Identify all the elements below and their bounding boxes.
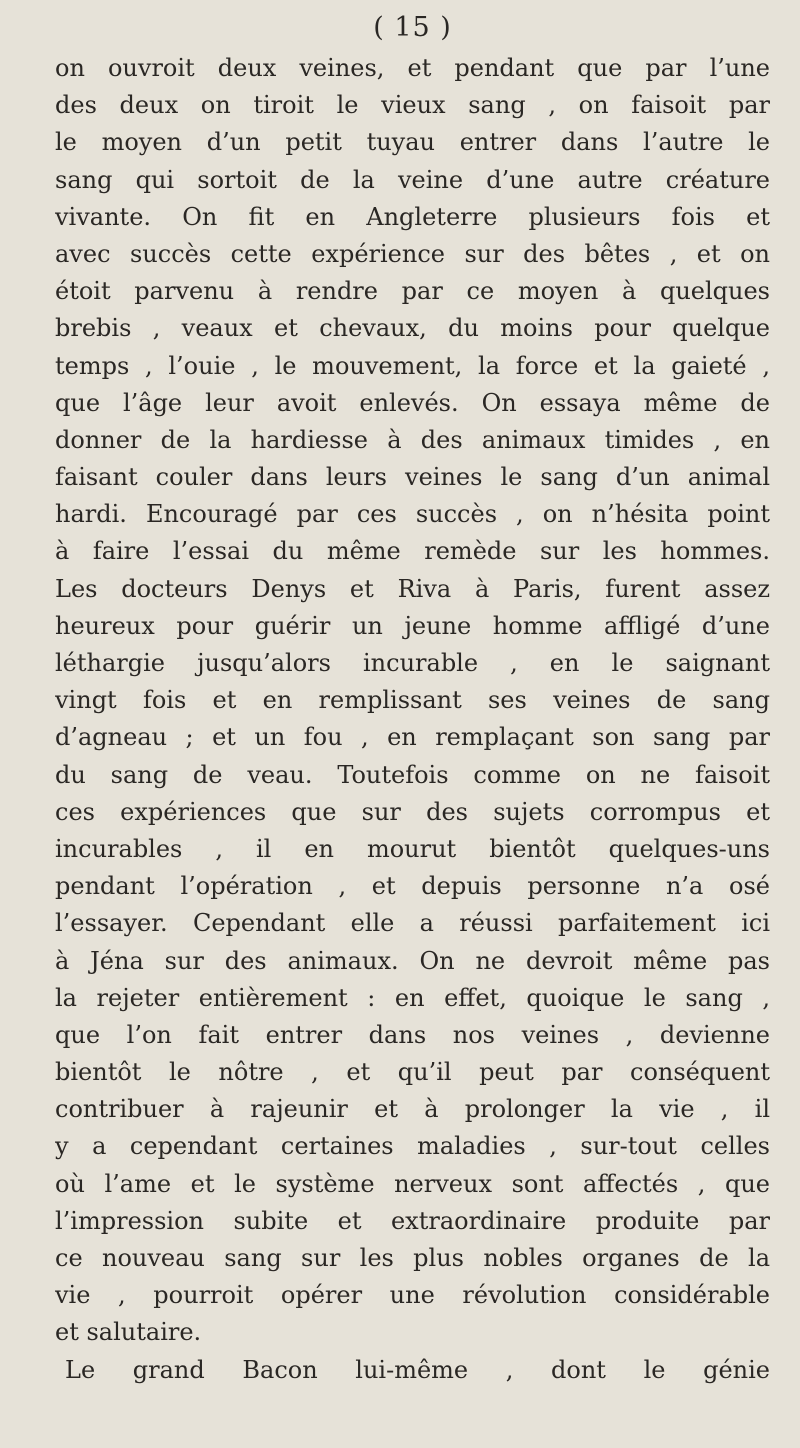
text-line: hardi. Encouragé par ces succès , on n’hésita point xyxy=(55,500,770,529)
text-line: vie , pourroit opérer une révolution considérable xyxy=(55,1281,770,1310)
text-line: la rejeter entièrement : en effet, quoique le sang , xyxy=(55,983,770,1012)
text-line: que l’âge leur avoit enlevés. On essaya même de xyxy=(55,388,770,417)
text-line: temps , l’ouie , le mouvement, la force et la gaieté , xyxy=(55,351,770,380)
text-line: le moyen d’un petit tuyau entrer dans l’autre le xyxy=(55,128,770,157)
body-text xyxy=(55,50,770,1389)
text-line: l’impression subite et extraordinaire produite par xyxy=(55,1206,770,1235)
text-line: faisant couler dans leurs veines le sang d’un animal xyxy=(55,463,770,492)
text-line: étoit parvenu à rendre par ce moyen à quelques xyxy=(55,277,770,306)
text-line: contribuer à rajeunir et à prolonger la vie , il xyxy=(55,1095,770,1124)
text-line: du sang de veau. Toutefois comme on ne faisoit xyxy=(55,760,770,789)
text-line: pendant l’opération , et depuis personne n’a osé xyxy=(55,872,770,901)
text-line: léthargie jusqu’alors incurable , en le saignant xyxy=(55,649,770,677)
text-line: des deux on tiroit le vieux sang , on faisoit par xyxy=(55,91,770,120)
text-line: heureux pour guérir un jeune homme affligé d’une xyxy=(55,611,770,640)
text-line: vingt fois et en remplissant ses veines de sang xyxy=(55,686,770,715)
text-line: où l’ame et le système nerveux sont affectés , que xyxy=(55,1169,770,1198)
text-line: brebis , veaux et chevaux, du moins pour quelque xyxy=(55,314,770,343)
text-line: on ouvroit deux veines, et pendant que par l’une xyxy=(55,54,770,82)
text-line: incurables , il en mourut bientôt quelques-uns xyxy=(55,834,770,863)
text-line: à faire l’essai du même remède sur les hommes. xyxy=(55,537,770,566)
text-line: ce nouveau sang sur les plus nobles organes de la xyxy=(55,1244,770,1272)
text-line: Les docteurs Denys et Riva à Paris, furent assez xyxy=(55,574,770,603)
text-line: y a cependant certaines maladies , sur-tout celles xyxy=(55,1132,770,1161)
text-line: Le grand Bacon lui-même , dont le génie xyxy=(65,1355,770,1384)
text-line: à Jéna sur des animaux. On ne devroit même pas xyxy=(55,946,770,975)
text-line: que l’on fait entrer dans nos veines , devienne xyxy=(55,1020,770,1049)
text-line: vivante. On fit en Angleterre plusieurs fois et xyxy=(55,202,770,231)
text-line: bientôt le nôtre , et qu’il peut par conséquent xyxy=(55,1058,770,1087)
text-line: donner de la hardiesse à des animaux timides , en xyxy=(55,425,770,454)
page-number: ( 15 ) xyxy=(373,12,452,43)
text-line: d’agneau ; et un fou , en remplaçant son sang par xyxy=(55,723,770,752)
text-line: l’essayer. Cependant elle a réussi parfaitement ici xyxy=(55,909,770,938)
text-line: ces expériences que sur des sujets corrompus et xyxy=(55,797,770,826)
text-line: avec succès cette expérience sur des bêtes , et on xyxy=(55,239,770,268)
text-line: sang qui sortoit de la veine d’une autre créature xyxy=(55,165,770,194)
paragraph-end-line: et salutaire. xyxy=(55,1318,202,1347)
